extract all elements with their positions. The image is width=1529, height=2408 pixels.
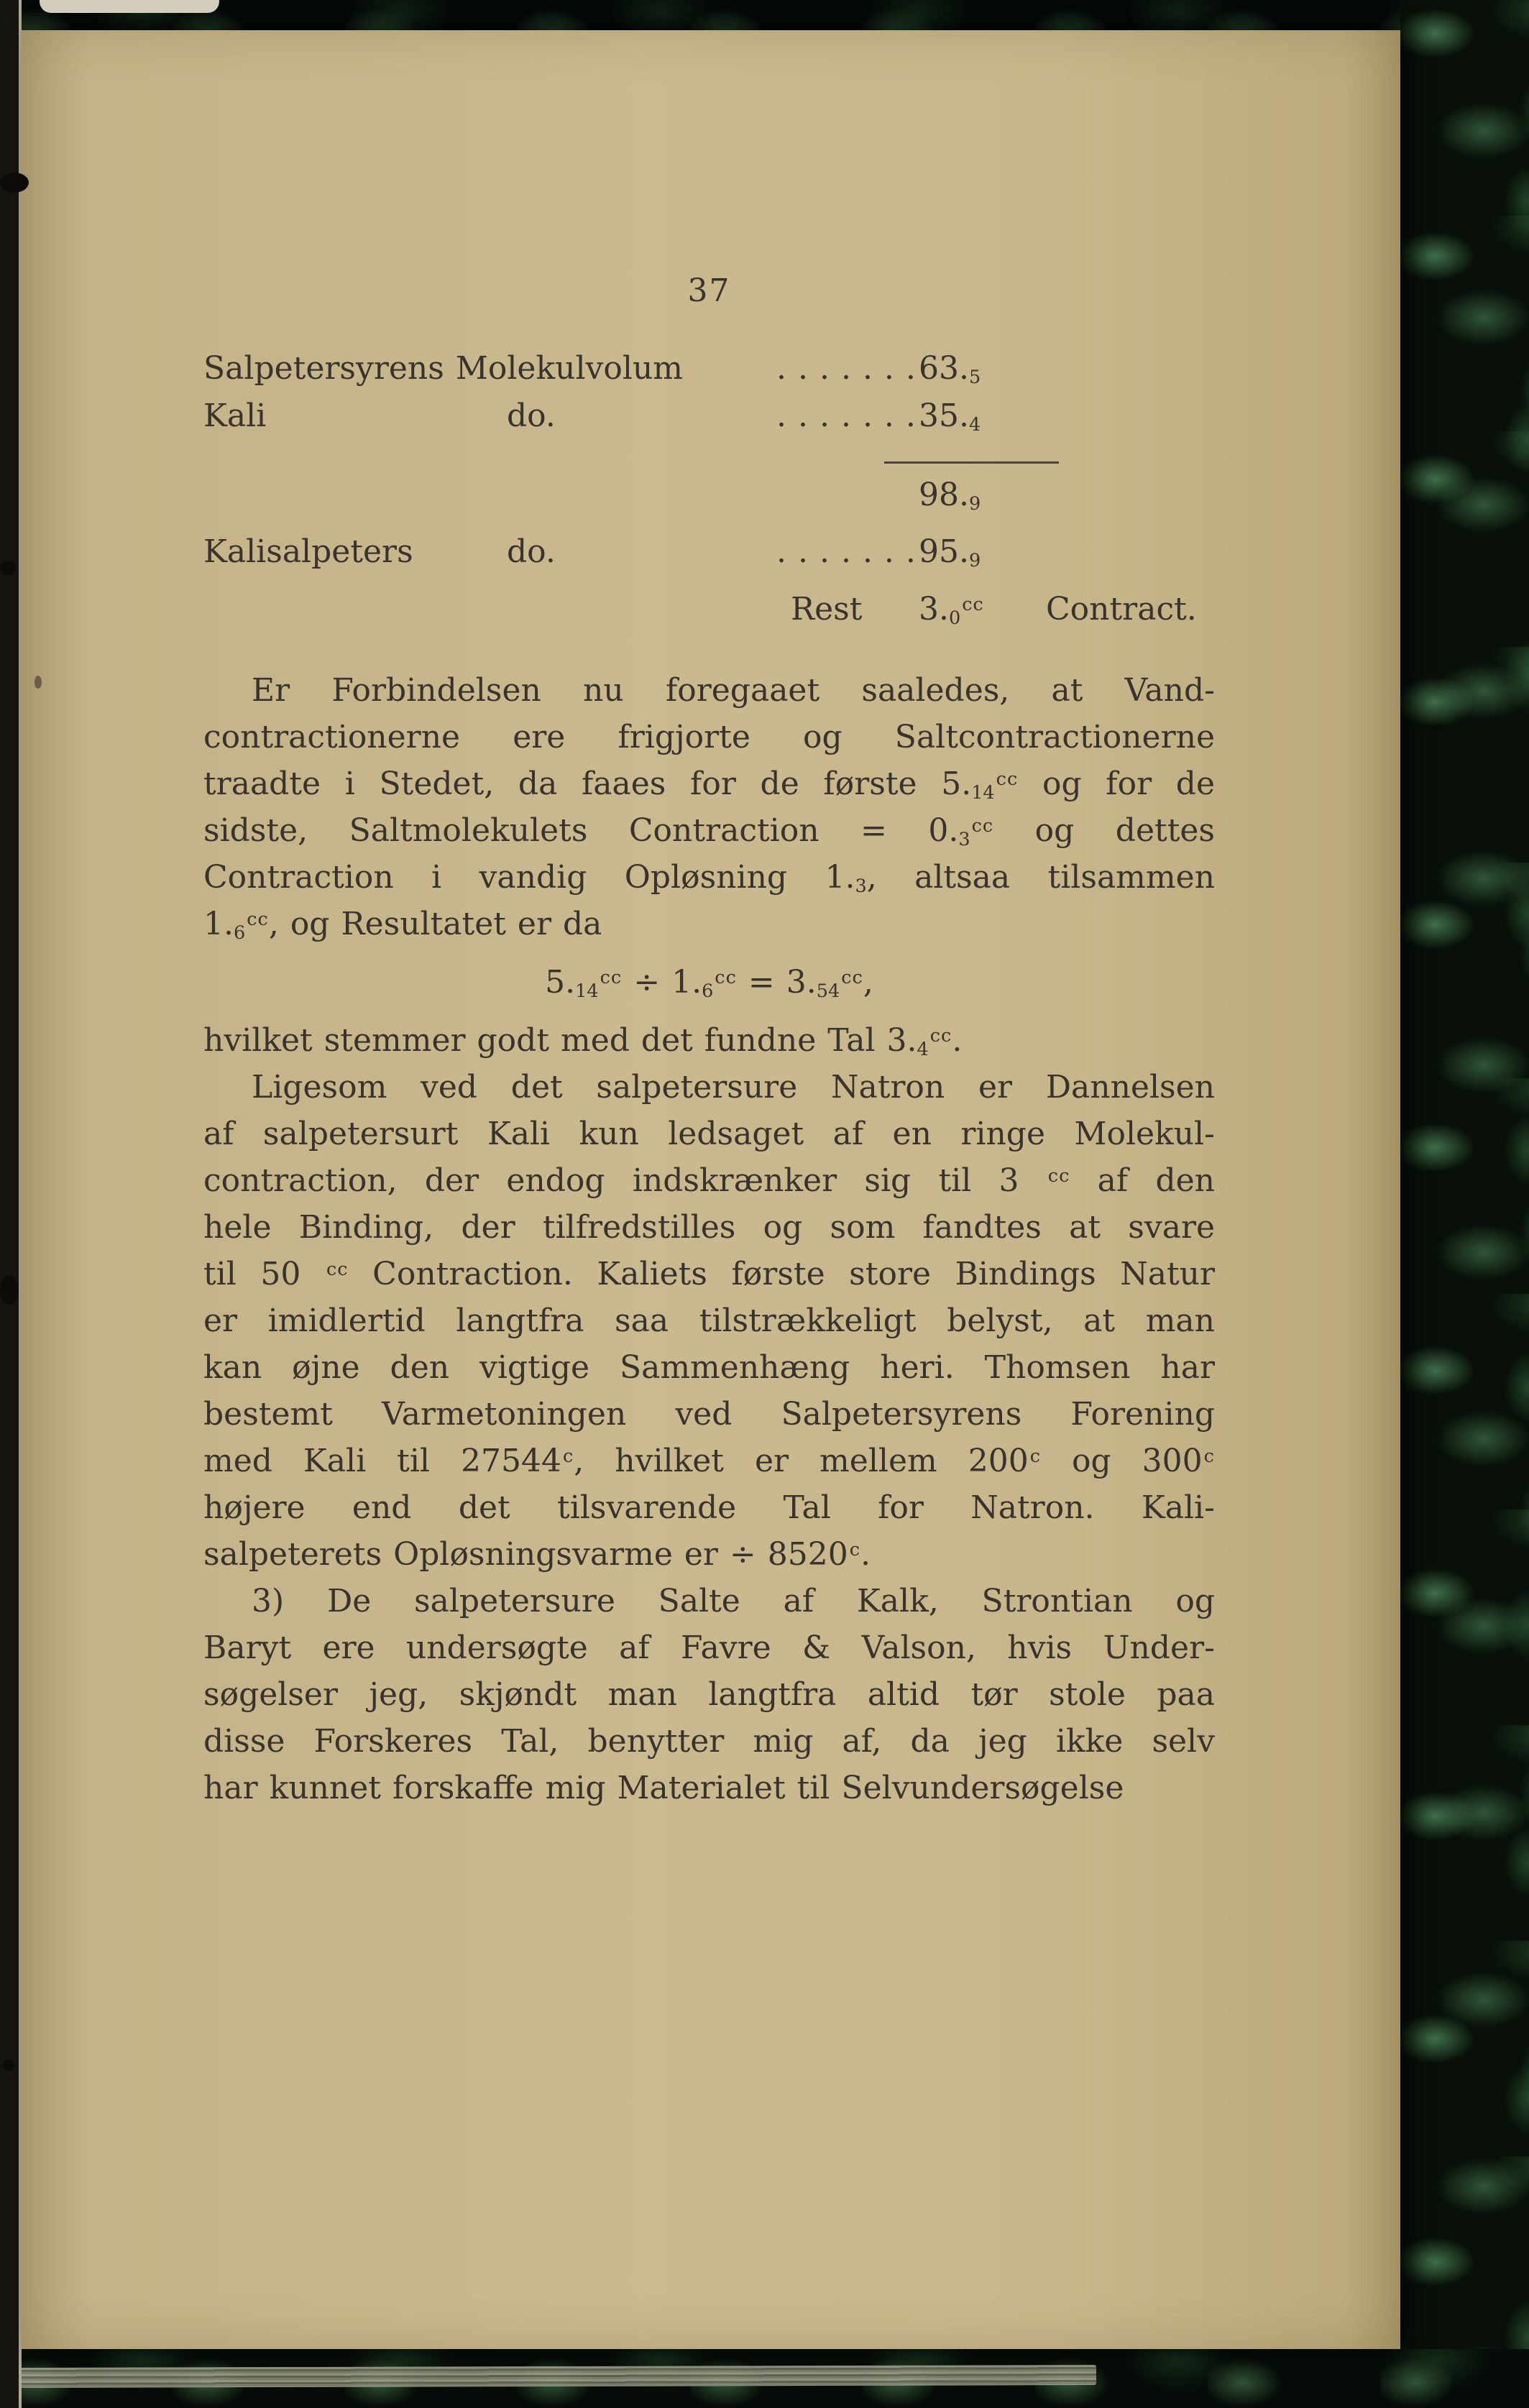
- body-line: [203, 1111, 1215, 1157]
- text-run: traadte i Stedet, da faaes for de første 5.: [203, 766, 972, 802]
- text-run: Contraction. Kaliets første store Bindings Natur: [348, 1256, 1216, 1292]
- text-run: af den: [1070, 1162, 1215, 1199]
- text-run: sidste, Saltmolekulets Contraction = 0.: [203, 812, 959, 849]
- text-run: er imidlertid langtfra saa tilstrækkeligt belyst, at man: [203, 1302, 1215, 1339]
- text-run: 35.: [919, 397, 969, 434]
- rest-value: [919, 586, 984, 633]
- text-run: 95.: [919, 533, 969, 570]
- body-line: [203, 1017, 1215, 1064]
- row-value: [919, 345, 981, 392]
- text-run: 5.: [545, 964, 576, 1001]
- subscript-run: 4: [968, 413, 981, 436]
- subscript-run: 9: [968, 492, 981, 515]
- text-run: Baryt ere undersøgte af Favre & Valson, hvis Under-: [203, 1630, 1215, 1666]
- row-label: Salpetersyrens Molekulvolum: [203, 350, 684, 387]
- superscript-run: cc: [600, 967, 623, 989]
- body-line: [203, 901, 1215, 947]
- ink-speck: [0, 173, 29, 193]
- subscript-run: 0: [948, 607, 961, 629]
- text-run: 98.: [919, 477, 969, 513]
- table-row-salpetersyren: [203, 345, 1215, 390]
- body-line: [203, 854, 1215, 901]
- superscript-run: c: [1203, 1446, 1215, 1468]
- subscript-run: 14: [575, 980, 599, 1002]
- text-run: og dettes: [993, 812, 1215, 849]
- body-line: [203, 1625, 1215, 1671]
- body-line: [203, 667, 1215, 714]
- text-run: ,: [863, 964, 873, 1001]
- row-label: Kali: [203, 397, 267, 434]
- row-label: Kalisalpeters: [203, 533, 413, 570]
- row-value: [919, 528, 981, 575]
- body-line: [203, 1718, 1215, 1765]
- text-run: 1.: [203, 906, 234, 942]
- table-row-kalisalpeters: [203, 528, 1215, 573]
- text-run: , og Resultatet er da: [268, 906, 602, 942]
- sum-rule: [884, 461, 1059, 464]
- ink-speck: [0, 561, 16, 575]
- text-run: og for de: [1018, 766, 1215, 802]
- text-run: ÷ 1.: [622, 964, 702, 1001]
- ditto-mark: do.: [507, 533, 556, 570]
- page-block-edge: [18, 2365, 1096, 2388]
- text-run: = 3.: [736, 964, 817, 1001]
- superscript-run: c: [849, 1539, 861, 1561]
- table-row-sum: [203, 472, 1215, 516]
- ink-speck: [35, 676, 42, 689]
- subscript-run: 14: [971, 781, 995, 804]
- sum-value: [919, 472, 981, 518]
- superscript-run: c: [1029, 1446, 1042, 1468]
- superscript-run: cc: [841, 967, 863, 989]
- text-run: , altsaa tilsammen: [866, 859, 1215, 896]
- superscript-run: cc: [326, 1259, 349, 1281]
- text-run: .: [952, 1022, 963, 1059]
- text-run: hele Binding, der tilfredstilles og som fandtes at svare: [203, 1209, 1215, 1246]
- superscript-run: cc: [996, 768, 1019, 791]
- superscript-run: c: [562, 1446, 574, 1468]
- body-line: [203, 1391, 1215, 1438]
- text-run: af salpetersurt Kali kun ledsaget af en ringe Molekul-: [203, 1116, 1215, 1152]
- subscript-run: 4: [917, 1038, 929, 1060]
- body-line: [203, 1671, 1215, 1718]
- text-run: med Kali til 27544: [203, 1443, 561, 1479]
- text-run: søgelser jeg, skjøndt man langtfra altid tør stole paa: [203, 1676, 1215, 1713]
- body-line: [203, 714, 1215, 760]
- text-run: salpeterets Opløsningsvarme er ÷ 8520: [203, 1536, 848, 1573]
- text-run: contraction, der endog indskrænker sig til 3: [203, 1162, 1047, 1199]
- dotted-leader: .......: [776, 350, 927, 387]
- body-line: [203, 1204, 1215, 1251]
- body-line: [203, 807, 1215, 854]
- body-line: [203, 1157, 1215, 1204]
- text-run: og 300: [1041, 1443, 1203, 1479]
- table-row-kali: [203, 392, 1215, 437]
- book-cover-right-edge: [1400, 0, 1529, 2408]
- body-line: [203, 1578, 1215, 1625]
- superscript-run: cc: [962, 594, 984, 616]
- rest-label: Rest: [791, 591, 863, 628]
- subscript-run: 6: [702, 980, 714, 1002]
- text-run: kan øjne den vigtige Sammenhæng heri. Thomsen har: [203, 1349, 1215, 1386]
- text-run: .: [860, 1536, 871, 1573]
- text-run: 3) De salpetersure Salte af Kalk, Strontian og: [252, 1583, 1215, 1619]
- text-run: contractionerne ere frigjorte og Saltcontractionerne: [203, 719, 1215, 755]
- dotted-leader: .......: [776, 397, 927, 434]
- ditto-mark: do.: [507, 397, 556, 434]
- superscript-run: cc: [247, 909, 269, 931]
- text-run: 3.: [919, 591, 949, 628]
- ink-speck: [0, 1276, 19, 1305]
- text-run: Ligesom ved det salpetersure Natron er Dannelsen: [252, 1069, 1215, 1106]
- superscript-run: cc: [1047, 1165, 1070, 1187]
- subscript-run: 9: [968, 549, 981, 571]
- text-run: til 50: [203, 1256, 325, 1292]
- text-run: har kunnet forskaffe mig Materialet til Selvundersøgelse: [203, 1770, 1124, 1806]
- body-line: [203, 1438, 1215, 1484]
- body-line: [203, 1344, 1215, 1391]
- body-line: [203, 760, 1215, 807]
- text-run: Contraction i vandig Opløsning 1.: [203, 859, 855, 896]
- text-run: hvilket stemmer godt med det fundne Tal 3.: [203, 1022, 917, 1059]
- superscript-run: cc: [715, 967, 737, 989]
- text-run: bestemt Varmetoningen ved Salpetersyrens Forening: [203, 1396, 1215, 1433]
- body-line: [203, 1297, 1215, 1344]
- body-line: [203, 1484, 1215, 1531]
- page-number: 37: [687, 272, 731, 309]
- page-corner-tip: [40, 0, 219, 13]
- body-text: [203, 667, 1215, 1811]
- dotted-leader: .......: [776, 533, 927, 570]
- subscript-run: 3: [958, 828, 970, 850]
- table-row-rest: [203, 586, 1215, 630]
- body-line: [203, 1765, 1215, 1811]
- subscript-run: 5: [968, 366, 981, 388]
- binding-gutter: [0, 0, 22, 2408]
- row-value: [919, 392, 981, 439]
- molar-volume-table: [203, 345, 1215, 661]
- text-run: disse Forskeres Tal, benytter mig af, da jeg ikke selv: [203, 1723, 1215, 1760]
- text-run: Er Forbindelsen nu foregaaet saaledes, at Vand-: [252, 672, 1215, 709]
- book-cover-top-edge: [0, 0, 1529, 30]
- text-run: højere end det tilsvarende Tal for Natron. Kali-: [203, 1489, 1215, 1526]
- superscript-run: cc: [971, 815, 994, 837]
- text-run: , hvilket er mellem 200: [574, 1443, 1029, 1479]
- ink-speck: [3, 2059, 14, 2071]
- text-run: 63.: [919, 350, 969, 387]
- superscript-run: cc: [929, 1025, 952, 1047]
- subscript-run: 54: [816, 980, 840, 1002]
- body-line: [203, 1531, 1215, 1578]
- body-line: [203, 1251, 1215, 1297]
- subscript-run: 6: [233, 922, 246, 944]
- subscript-run: 3: [855, 875, 867, 897]
- formula-line: [203, 959, 1215, 1006]
- body-line: [203, 1064, 1215, 1111]
- rest-tail: Contract.: [1046, 591, 1197, 628]
